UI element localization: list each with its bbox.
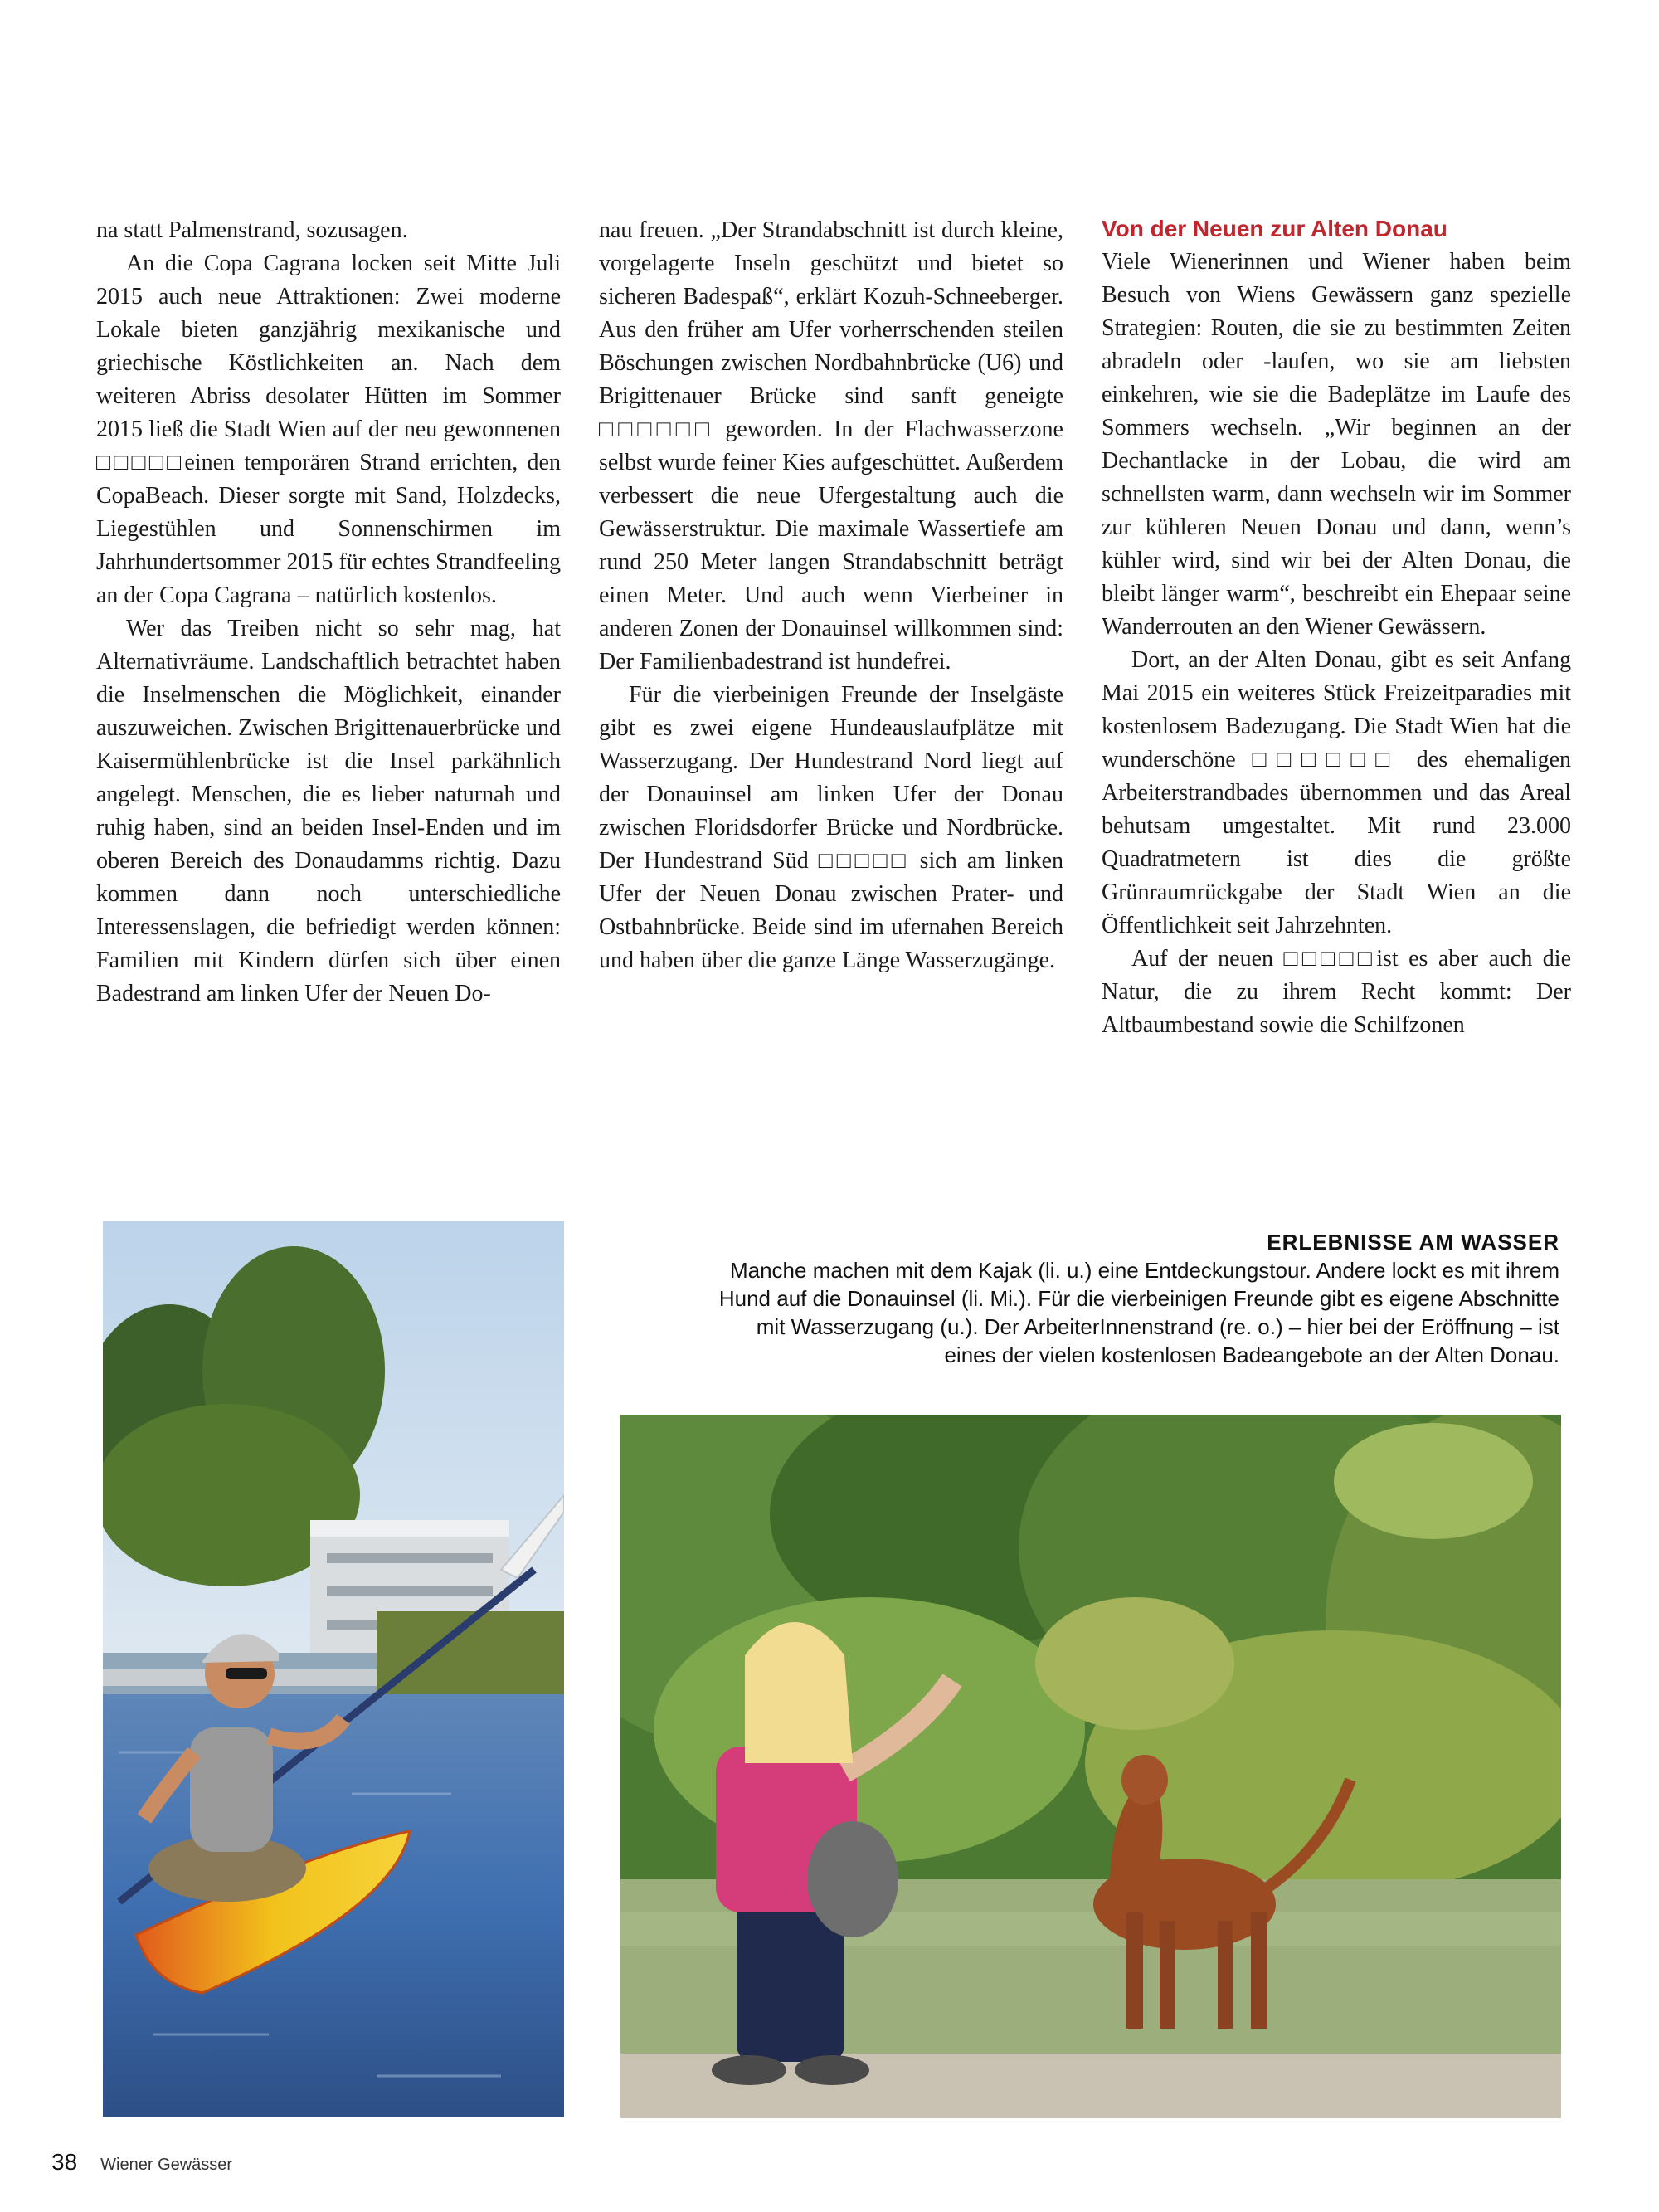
paragraph: Auf der neuen □□□□□ist es aber auch die Natur, die zu ihrem Recht kommt: Der Altbaumbestand sowie die Schilfzonen xyxy=(1102,946,1571,1038)
paragraph: Wer das Treiben nicht so sehr mag, hat Alternativräume. Landschaftlich betrachtet haben die Inselmenschen die Möglichkeit, einander auszuweichen. Zwischen Brigittenauerbrücke und Kaisermühlenbrücke ist die Insel parkähnlich angelegt. Menschen, die es lieber naturnah und ruhig haben, sind an beiden Insel-Enden und im oberen Bereich des Donaudamms richtig. Dazu kommen dann noch unterschiedliche Interessenslagen, die befriedigt werden können: Familien mit Kindern dürfen sich über einen Badestrand am linken Ufer der Neuen Do- xyxy=(96,616,561,1006)
paragraph: nau freuen. „Der Strandabschnitt ist durch kleine, vorgelagerte Inseln geschützt und bietet so sicheren Badespaß“, erklärt Kozuh-Schneeberger. Aus den früher am Ufer vorherrschenden steilen Böschungen zwischen Nordbahnbrücke (U6) und Brigittenauer Brücke sind sanft geneigte □□□□□□ geworden. In der Flachwasserzone selbst wurde feiner Kies aufgeschüttet. Außerdem verbessert die neue Ufergestaltung auch die Gewässerstruktur. Die maximale Wassertiefe am rund 250 Meter langen Strandabschnitt beträgt einen Meter. Und auch wenn Vierbeiner in anderen Zonen der Donauinsel willkommen sind: Der Familienbadestrand ist hundefrei. xyxy=(599,217,1063,675)
kayak-photo xyxy=(103,1221,564,2117)
paragraph: An die Copa Cagrana locken seit Mitte Juli 2015 auch neue Attraktionen: Zwei moderne Lokale bieten ganzjährig mexikanische und griechische Köstlichkeiten an. Nach dem weiteren Abriss desolater Hütten im Sommer 2015 ließ die Stadt Wien auf der neu gewonnenen □□□□□einen temporären Strand errichten, den CopaBeach. Dieser sorgte mit Sand, Holzdecks, Liegestühlen und Sonnenschirmen im Jahrhundertsommer 2015 für echtes Strandfeeling an der Copa Cagrana – natürlich kostenlos. xyxy=(96,251,561,608)
publication-title: Wiener Gewässer xyxy=(100,2156,233,2174)
section-subhead: Von der Neuen zur Alten Donau xyxy=(1102,216,1447,241)
caption-title: ERLEBNISSE AM WASSER xyxy=(1267,1230,1559,1255)
paragraph: Dort, an der Alten Donau, gibt es seit Anfang Mai 2015 ein weiteres Stück Freizeitparadies mit kostenlosem Badezugang. Die Stadt Wien hat die wunderschöne □□□□□□ des ehemaligen Arbeiterstrandbades übernommen und das Areal behutsam umgestaltet. Mit rund 23.000 Quadratmetern ist dies die größte Grünraumrückgabe der Stadt Wien an die Öffentlichkeit seit Jahrzehnten. xyxy=(1102,647,1571,938)
paragraph: Für die vierbeinigen Freunde der Inselgäste gibt es zwei eigene Hundeauslaufplätze mit Wasserzugang. Der Hundestrand Nord liegt auf der Donauinsel am linken Ufer der Donau zwischen Floridsdorfer Brücke und Nordbrücke. Der Hundestrand Süd □□□□□ sich am linken Ufer der Neuen Donau zwischen Prater- und Ostbahnbrücke. Beide sind im ufernahen Bereich und haben über die ganze Länge Wasserzugänge. xyxy=(599,682,1063,973)
page-number: 38 xyxy=(51,2149,78,2175)
paragraph: na statt Palmenstrand, sozusagen. xyxy=(96,217,408,243)
page-footer xyxy=(51,2149,232,2175)
woman-dog-photo xyxy=(620,1415,1561,2118)
article-column-1 xyxy=(96,214,561,1011)
article-column-2 xyxy=(599,214,1063,977)
article-column-3 xyxy=(1102,214,1571,1042)
caption-text: Manche machen mit dem Kajak (li. u.) eine Entdeckungstour. Andere lockt es mit ihrem Hund auf die Donauinsel (li. Mi.). Für die vierbeinigen Freunde gibt es eigene Abschnitte mit Wasserzugang (u.). Der ArbeiterInnenstrand (re. o.) – hier bei der Eröffnung – ist eines der vielen kostenlosen Badeangebote an der Alten Donau. xyxy=(718,1258,1559,1367)
paragraph: Viele Wienerinnen und Wiener haben beim Besuch von Wiens Gewässern ganz spezielle Strategien: Routen, die sie zu bestimmten Zeiten abradeln oder -laufen, wo sie am liebsten einkehren, wie sie die Badeplätze im Laufe des Sommers wechseln. „Wir beginnen an der Dechantlacke in der Lobau, die wird am schnellsten warm, dann wechseln wir im Sommer zur kühleren Neuen Donau und dann, wenn’s kühler wird, sind wir bei der Alten Donau, die bleibt länger warm“, beschreibt ein Ehepaar seine Wanderrouten an den Wiener Gewässern. xyxy=(1102,249,1571,640)
photo-caption xyxy=(713,1228,1559,1369)
